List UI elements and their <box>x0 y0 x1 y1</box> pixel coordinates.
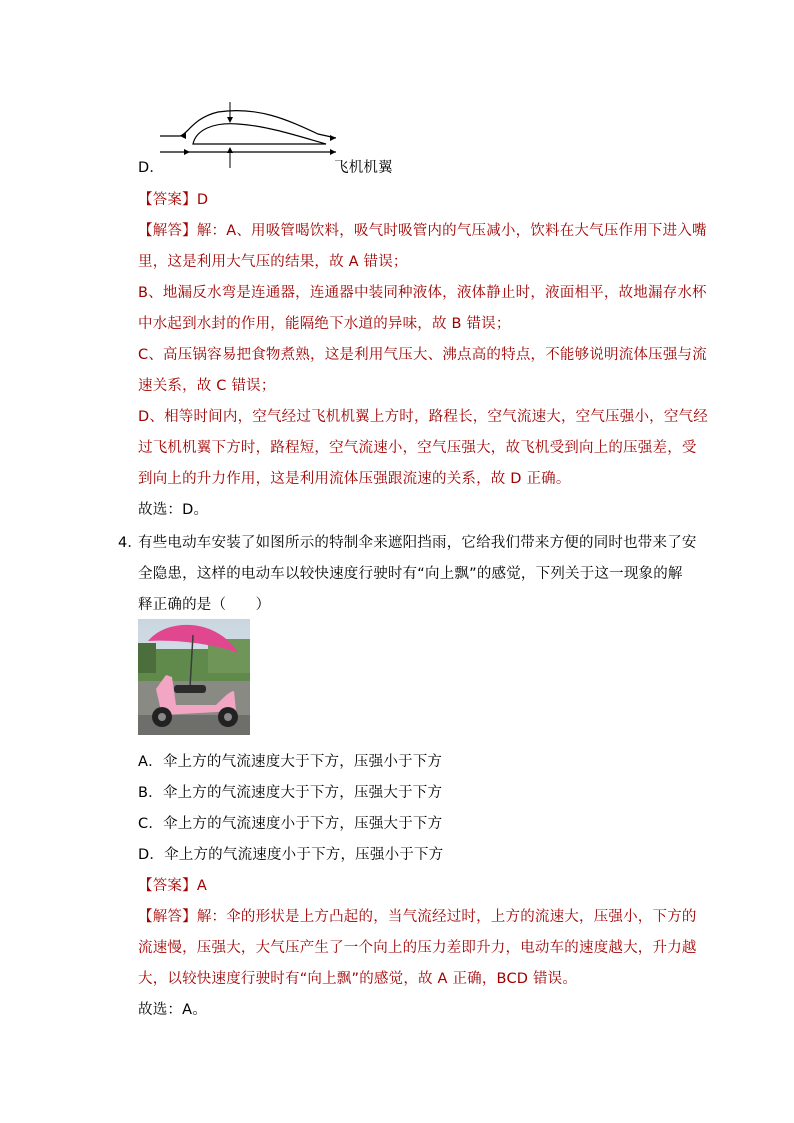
choose-line-q4: 故选：A。 <box>138 1002 207 1018</box>
answer-value: D <box>196 192 209 208</box>
analysis-line-9: 到向上的升力作用，这是利用流体压强跟流速的关系，故 D 正确。 <box>138 471 571 487</box>
analysis-text: 解：A、用吸管喝饮料，吸气时吸管内的气压减小，饮料在大气压作用下进入嘴 <box>196 223 707 239</box>
analysis-q4-line-2: 流速慢，压强大，大气压产生了一个向上的压力差即升力，电动车的速度越大，升力越 <box>138 940 697 956</box>
wing-profile <box>193 124 326 144</box>
answer-tag: 【答案】 <box>138 192 197 208</box>
analysis-line-7: D、相等时间内，空气经过飞机机翼上方时，路程长，空气流速大，空气压强小，空气经 <box>138 409 708 425</box>
option-d: D．伞上方的气流速度小于下方，压强小于下方 <box>138 847 444 863</box>
option-b: B．伞上方的气流速度大于下方，压强大于下方 <box>138 785 443 801</box>
analysis-line-5: C、高压锅容易把食物煮熟，这是利用气压大、沸点高的特点，不能够说明流体压强与流 <box>138 347 707 363</box>
analysis-q4-line-3: 大，以较快速度行驶时有“向上飘”的感觉，故 A 正确，BCD 错误。 <box>138 971 578 987</box>
analysis-line-1 <box>138 219 707 240</box>
analysis-line-3: B、地漏反水弯是连通器，连通器中装同种液体，液体静止时，液面相平，故地漏存水杯 <box>138 285 707 301</box>
question-stem-1: 有些电动车安装了如图所示的特制伞来遮阳挡雨，它给我们带来方便的同时也带来了安 <box>138 535 697 551</box>
answer-tag-q4: 【答案】 <box>138 878 197 894</box>
option-d-caption: 飞机机翼 <box>334 160 393 176</box>
scooter-umbrella-photo <box>138 619 250 735</box>
question-stem-3: 释正确的是（ ） <box>138 597 271 613</box>
question-stem-2: 全隐患，这样的电动车以较快速度行驶时有“向上飘”的感觉，下列关于这一现象的解 <box>138 566 683 582</box>
question-number: 4． <box>118 535 143 551</box>
option-a: A．伞上方的气流速度大于下方，压强小于下方 <box>138 754 443 770</box>
lower-flow-arrow-end <box>330 149 336 155</box>
lower-flow-arrow <box>184 149 190 155</box>
analysis-line-2: 里，这是利用大气压的结果，故 A 错误； <box>138 254 408 270</box>
analysis-line-6: 速关系，故 C 错误； <box>138 378 276 394</box>
analysis-line-4: 中水起到水封的作用，能隔绝下水道的异味，故 B 错误； <box>138 316 511 332</box>
option-c: C．伞上方的气流速度小于下方，压强大于下方 <box>138 816 443 832</box>
upper-flow-arrow-end <box>330 135 336 141</box>
analysis-tag-q4: 【解答】 <box>138 909 197 925</box>
upper-airflow-line <box>160 111 336 138</box>
analysis-tag: 【解答】 <box>138 223 197 239</box>
option-d-letter: D． <box>138 160 165 176</box>
answer-line <box>138 188 208 209</box>
answer-value-q4: A <box>196 878 207 894</box>
analysis-q4-text: 解：伞的形状是上方凸起的，当气流经过时，上方的流速大，压强小，下方的 <box>196 909 697 925</box>
analysis-q4-line-1 <box>138 905 697 926</box>
analysis-line-8: 过飞机机翼下方时，路程短，空气流速小，空气压强大，故飞机受到向上的压强差，受 <box>138 440 697 456</box>
choose-line: 故选：D。 <box>138 502 209 518</box>
answer-line-q4 <box>138 874 207 895</box>
